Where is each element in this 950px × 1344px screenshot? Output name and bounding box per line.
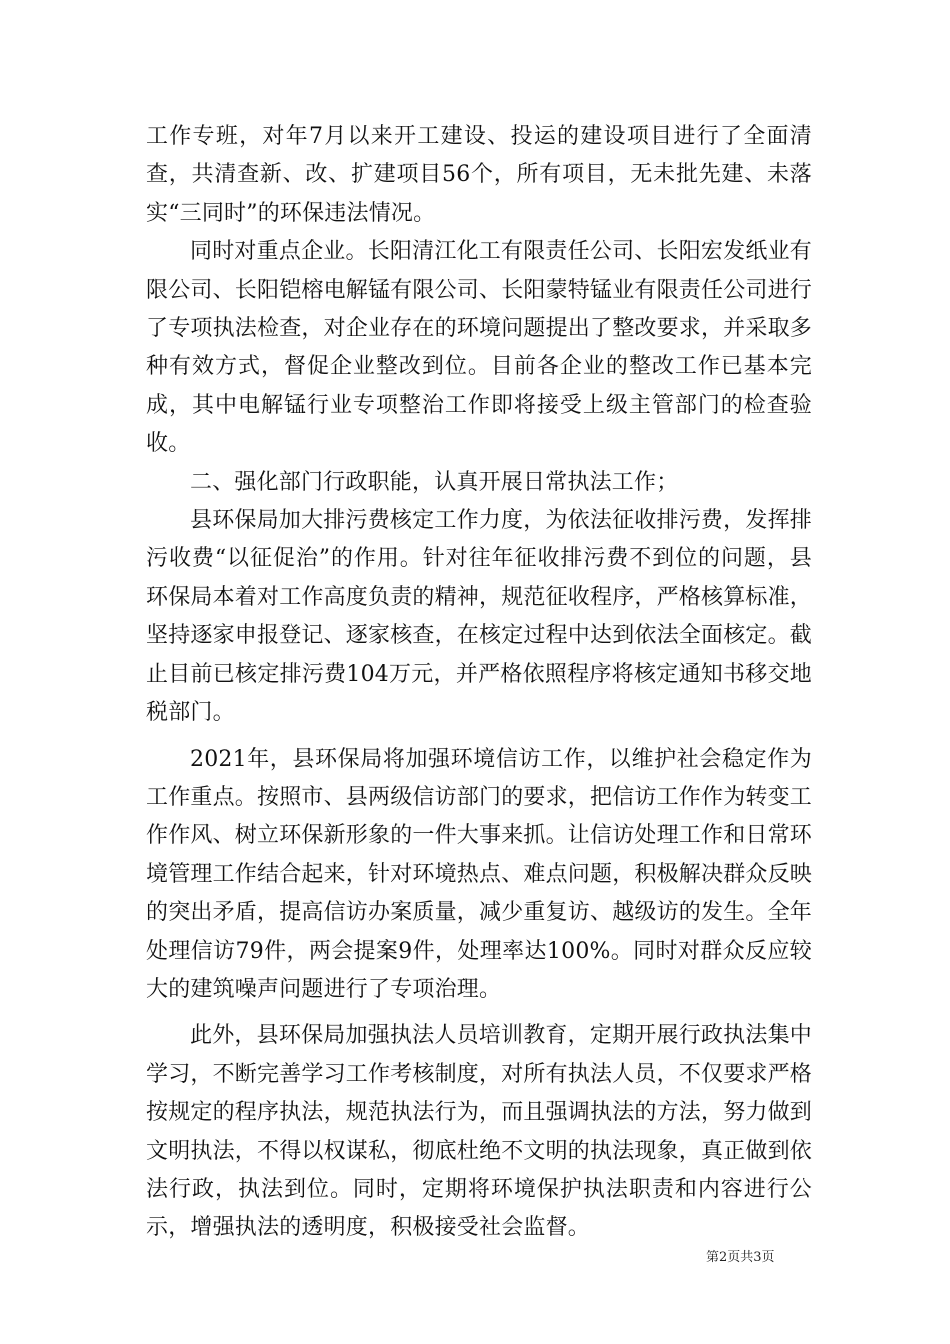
section-heading: 二、强化部门行政职能，认真开展日常执法工作； <box>190 469 679 495</box>
paragraph-continuation: 工作专班，对年7月以来开工建设、投运的建设项目进行了全面清查，共清查新、改、扩建项目56个，所有项目，无未批先建、未落实“三同时”的环保违法情况。 <box>146 124 812 226</box>
paragraph-key-enterprises: 同时对重点企业。长阳清江化工有限责任公司、长阳宏发纸业有限公司、长阳铠榕电解锰有限公司、长阳蒙特锰业有限责任公司进行了专项执法检查，对企业存在的环境问题提出了整改要求，并采取多种有效方式，督促企业整改到位。目前各企业的整改工作已基本完成，其中电解锰行业专项整治工作即将接受上级主管部门的检查验收。 <box>146 239 813 457</box>
page-number: 第2页共3页 <box>706 1250 775 1265</box>
paragraph-training: 此外，县环保局加强执法人员培训教育，定期开展行政执法集中学习，不断完善学习工作考核制度，对所有执法人员，不仅要求严格按规定的程序执法，规范执法行为，而且强调执法的方法，努力做到文明执法，不得以权谋私，彻底杜绝不文明的执法现象，真正做到依法行政，执法到位。同时，定期将环境保护执法职责和内容进行公示，增强执法的透明度，积极接受社会监督。 <box>146 1023 813 1241</box>
document-body <box>146 118 812 1248</box>
paragraph-petition-work: 2021年，县环保局将加强环境信访工作，以维护社会稳定作为工作重点。按照市、县两级信访部门的要求，把信访工作作为转变工作作风、树立环保新形象的一件大事来抓。让信访处理工作和日常环境管理工作结合起来，针对环境热点、难点问题，积极解决群众反映的突出矛盾，提高信访办案质量，减少重复访、越级访的发生。全年处理信访79件，两会提案9件，处理率达100%。同时对群众反应较大的建筑噪声问题进行了专项治理。 <box>146 746 813 1002</box>
paragraph-pollution-fee: 县环保局加大排污费核定工作力度，为依法征收排污费，发挥排污收费“以征促治”的作用。针对往年征收排污费不到位的问题，县环保局本着对工作高度负责的精神，规范征收程序，严格核算标准，坚持逐家申报登记、逐家核查，在核定过程中达到依法全面核定。截止目前已核定排污费104万元，并严格依照程序将核定通知书移交地税部门。 <box>146 508 813 726</box>
